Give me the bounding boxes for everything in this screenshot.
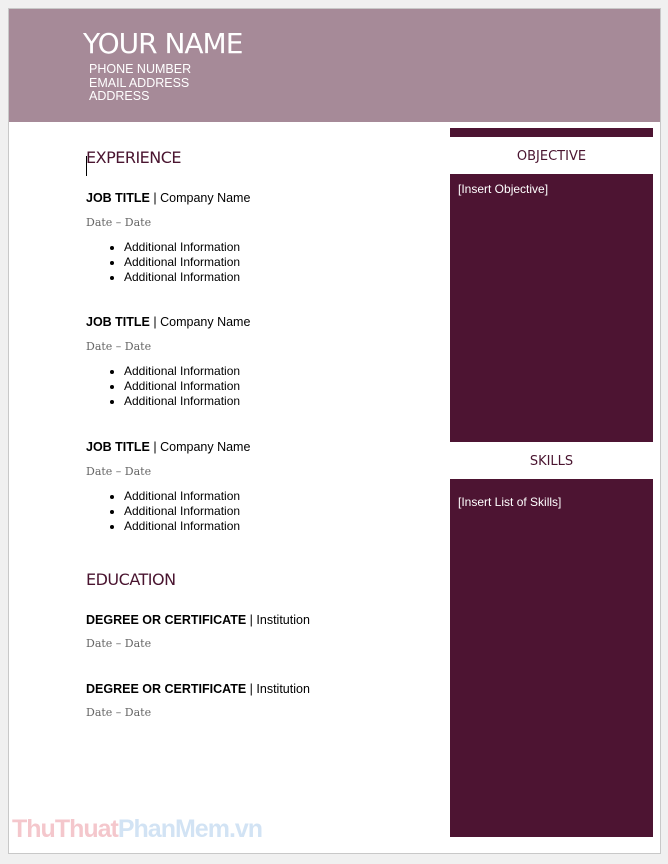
job-details-list xyxy=(86,489,240,534)
contact-info xyxy=(89,63,191,104)
watermark-part2: PhanMem.vn xyxy=(117,815,263,843)
education-date[interactable]: Date – Date xyxy=(86,637,152,650)
degree: DEGREE OR CERTIFICATE xyxy=(86,613,247,627)
education-date[interactable]: Date – Date xyxy=(86,706,152,719)
list-item[interactable]: • Additional Information xyxy=(124,519,240,534)
education-entry-title[interactable] xyxy=(86,682,310,696)
institution: Institution xyxy=(256,613,310,627)
separator: | xyxy=(246,682,257,696)
address[interactable]: ADDRESS xyxy=(89,89,150,103)
your-name[interactable]: YOUR NAME xyxy=(83,27,243,60)
company-name: Company Name xyxy=(160,191,251,205)
company-name: Company Name xyxy=(160,440,251,454)
job-date[interactable]: Date – Date xyxy=(86,216,152,229)
header-banner xyxy=(9,9,660,122)
experience-heading[interactable]: EXPERIENCE xyxy=(86,148,182,167)
education-heading[interactable]: EDUCATION xyxy=(86,570,176,589)
job-entry-title[interactable] xyxy=(86,315,250,329)
separator: | xyxy=(149,440,161,454)
separator: | xyxy=(246,613,257,627)
job-details-list xyxy=(86,240,240,285)
list-item[interactable]: • Additional Information xyxy=(124,379,240,394)
separator: | xyxy=(149,315,161,329)
job-details-list xyxy=(86,364,240,409)
list-item[interactable]: • Additional Information xyxy=(124,489,240,504)
phone[interactable]: PHONE NUMBER xyxy=(89,62,192,76)
list-item[interactable]: • Additional Information xyxy=(124,240,240,255)
objective-heading[interactable]: OBJECTIVE xyxy=(516,149,587,164)
list-item[interactable]: • Additional Information xyxy=(124,270,240,285)
list-item[interactable]: • Additional Information xyxy=(124,255,240,270)
sidebar-top-bar xyxy=(450,128,653,137)
separator: | xyxy=(149,191,161,205)
list-item[interactable]: • Additional Information xyxy=(124,394,240,409)
objective-box[interactable] xyxy=(450,174,653,442)
skills-heading[interactable]: SKILLS xyxy=(529,454,574,469)
job-entry-title[interactable] xyxy=(86,191,250,205)
email[interactable]: EMAIL ADDRESS xyxy=(89,75,190,90)
job-title: JOB TITLE xyxy=(86,191,150,205)
resume-page[interactable] xyxy=(8,8,661,854)
skills-text: [Insert List of Skills] xyxy=(458,495,562,509)
watermark-logo xyxy=(12,815,262,844)
education-entry-title[interactable] xyxy=(86,613,310,627)
company-name: Company Name xyxy=(160,315,251,329)
list-item[interactable]: • Additional Information xyxy=(124,504,240,519)
job-title: JOB TITLE xyxy=(86,440,150,454)
list-item[interactable]: • Additional Information xyxy=(124,364,240,379)
degree: DEGREE OR CERTIFICATE xyxy=(86,682,247,696)
job-entry-title[interactable] xyxy=(86,440,250,454)
objective-text: [Insert Objective] xyxy=(458,182,549,196)
skills-box[interactable] xyxy=(450,479,653,837)
watermark-part1: ThuThuat xyxy=(12,815,118,843)
institution: Institution xyxy=(256,682,310,696)
job-date[interactable]: Date – Date xyxy=(86,340,152,353)
job-date[interactable]: Date – Date xyxy=(86,465,152,478)
job-title: JOB TITLE xyxy=(86,315,150,329)
